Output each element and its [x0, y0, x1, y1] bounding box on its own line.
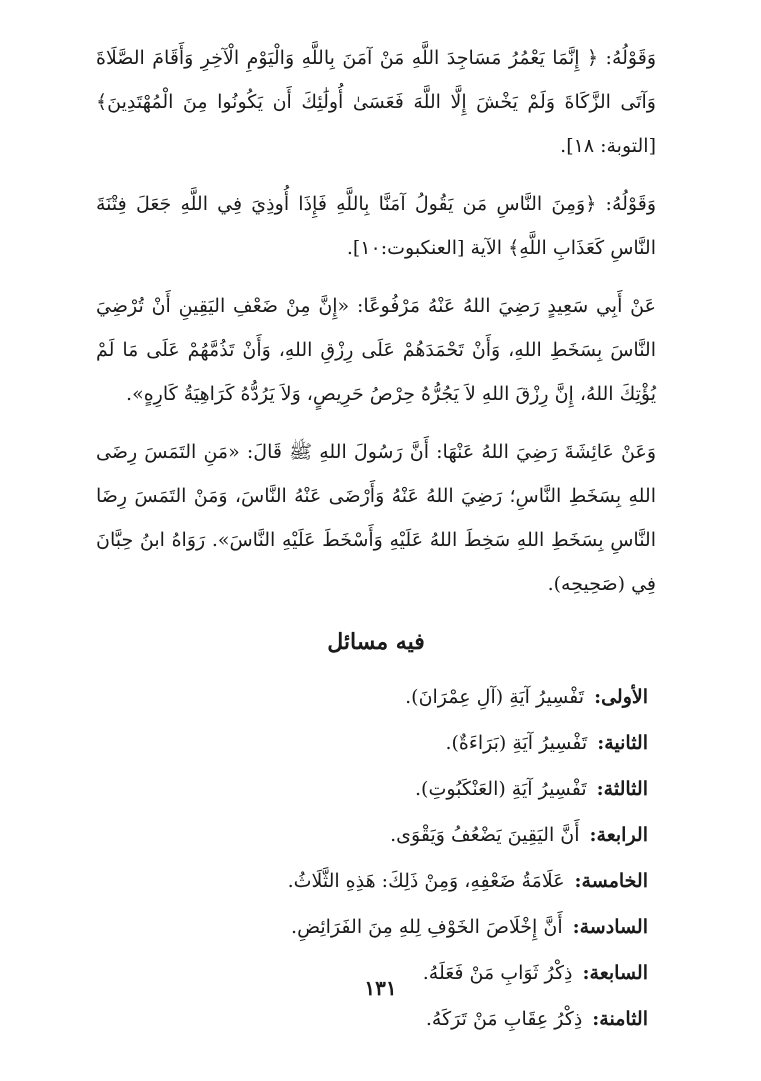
book-page	[96, 36, 656, 1046]
issue-text: ذِكْرُ ثَوَابِ مَنْ فَعَلَهُ.	[422, 962, 573, 984]
issue-label: الثامنة:	[592, 1008, 648, 1030]
issue-text: تَفْسِيرُ آيَةِ (العَنْكَبُوتِ).	[415, 778, 587, 800]
issue-text: أَنَّ إِخْلَاصَ الخَوْفِ لِلهِ مِنَ الفَرَائِضِ.	[291, 916, 563, 938]
issue-text: أَنَّ اليَقِينَ يَضْعُفُ وَيَقْوَى.	[390, 824, 580, 846]
list-item	[96, 904, 648, 950]
list-item	[96, 996, 648, 1042]
list-item	[96, 858, 648, 904]
paragraph-quran-tawbah: وَقَوْلُهُ: ﴿ إِنَّمَا يَعْمُرُ مَسَاجِدَ اللَّهِ مَنْ آمَنَ بِاللَّهِ وَالْيَوْمِ الْآخِرِ وَأَقَامَ الصَّلَاةَ وَآتَى الزَّكَاةَ وَلَمْ يَخْشَ إِلَّا اللَّهَ فَعَسَىٰ أُولَٰئِكَ أَن يَكُونُوا مِنَ الْمُهْتَدِينَ﴾ [التوبة: ١٨].	[96, 47, 656, 157]
list-item	[96, 766, 648, 812]
issue-label: الثانية:	[597, 732, 648, 754]
list-item	[96, 720, 648, 766]
list-item	[96, 812, 648, 858]
list-item	[96, 674, 648, 720]
issue-text: تَفْسِيرُ آيَةِ (بَرَاءَةٌ).	[445, 732, 588, 754]
paragraph-hadith-aisha: وَعَنْ عَائِشَةَ رَضِيَ اللهُ عَنْهَا: أَنَّ رَسُولَ اللهِ ﷺ قَالَ: «مَنِ التَمَسَ رِضَى اللهِ بِسَخَطِ النَّاسِ؛ رَضِيَ اللهُ عَنْهُ وَأَرْضَى عَنْهُ النَّاسَ، وَمَنْ التَمَسَ رِضَا النَّاسِ بِسَخَطِ اللهِ سَخِطَ اللهُ عَلَيْهِ وَأَسْخَطَ عَلَيْهِ النَّاسَ». رَوَاهُ ابنُ حِبَّانَ فِي (صَحِيحِه).	[96, 441, 656, 595]
issue-text: ذِكْرُ عِقَابِ مَنْ تَرَكَهُ.	[425, 1008, 583, 1030]
page-number: ١٣١	[364, 976, 397, 1000]
issue-text: تَفْسِيرُ آيَةِ (آلِ عِمْرَانَ).	[405, 686, 585, 708]
issues-heading: فيه مسائل	[327, 629, 425, 655]
issue-label: الأولى:	[594, 686, 648, 708]
issue-label: الرابعة:	[589, 824, 648, 846]
issue-label: الثالثة:	[596, 778, 648, 800]
paragraph-quran-ankabut: وَقَوْلُهُ: ﴿وَمِنَ النَّاسِ مَن يَقُولُ آمَنَّا بِاللَّهِ فَإِذَا أُوذِيَ فِي اللَّهِ جَعَلَ فِتْنَةَ النَّاسِ كَعَذَابِ اللَّهِ﴾ الآية [العنكبوت:١٠].	[96, 193, 656, 259]
issue-label: السابعة:	[582, 962, 648, 984]
issue-label: السادسة:	[572, 916, 648, 938]
issue-label: الخامسة:	[574, 870, 648, 892]
issue-text: عَلَامَةُ ضَعْفِهِ، وَمِنْ ذَلِكَ: هَذِهِ الثَّلَاثُ.	[287, 870, 565, 892]
paragraph-hadith-abu-said: عَنْ أَبِي سَعِيدٍ رَضِيَ اللهُ عَنْهُ مَرْفُوعًا: «إِنَّ مِنْ ضَعْفِ اليَقِينِ أَنْ تُرْضِيَ النَّاسَ بِسَخَطِ اللهِ، وَأَنْ تَحْمَدَهُمْ عَلَى رِزْقِ اللهِ، وَأَنْ تَذُمَّهُمْ عَلَى مَا لَمْ يُؤْتِكَ اللهُ، إِنَّ رِزْقَ اللهِ لاَ يَجُرُّهُ حِرْصُ حَرِيصٍ، وَلاَ يَرُدُّهُ كَرَاهِيَةُ كَارِهٍ».	[96, 295, 656, 405]
